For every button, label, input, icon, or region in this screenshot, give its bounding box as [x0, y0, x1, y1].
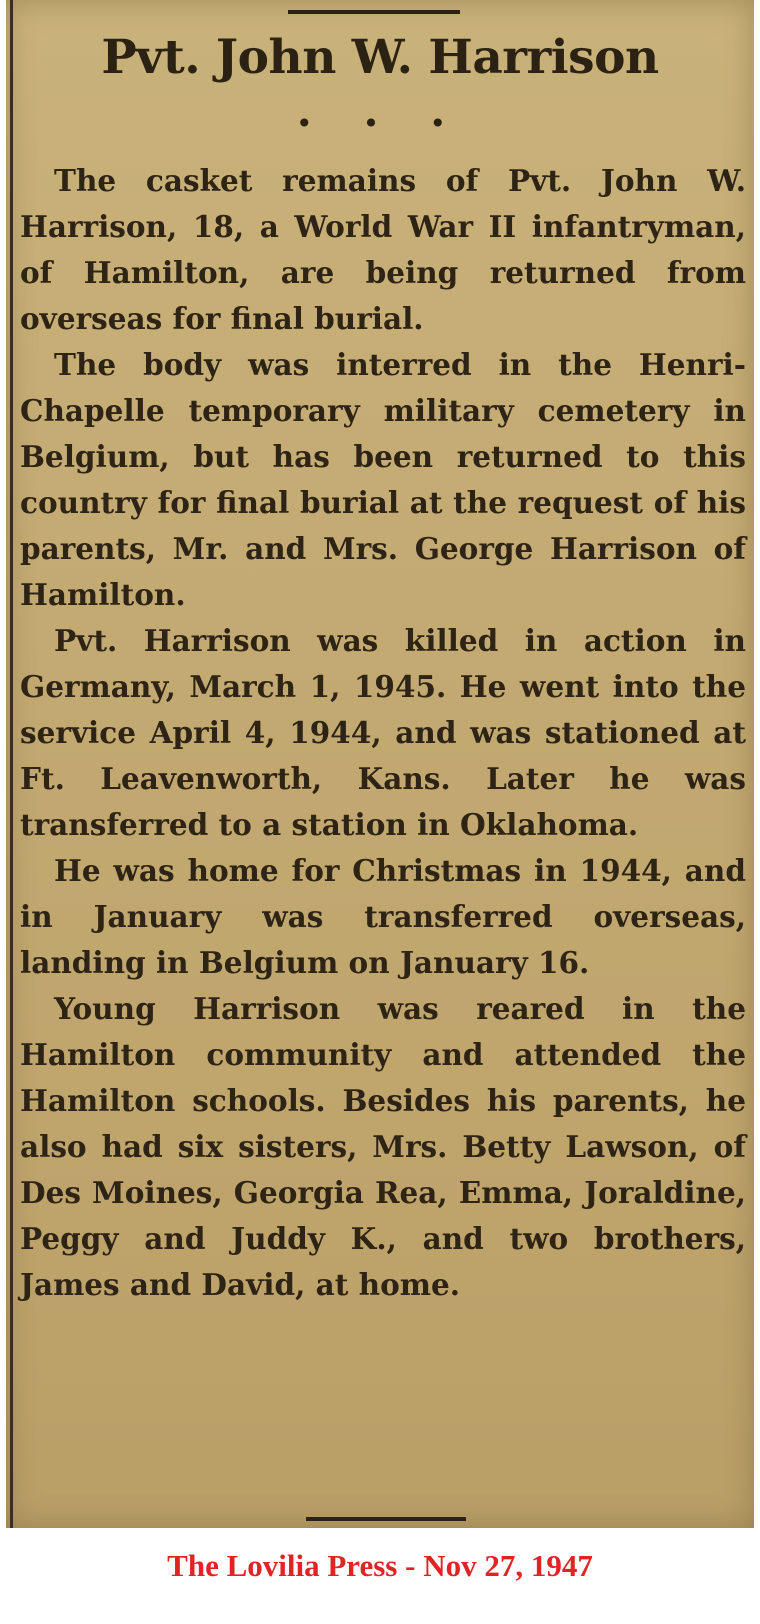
article-paragraph: He was home for Christmas in 1944, and in January was transferred overseas, landing in Belgium on January 16.: [20, 853, 746, 980]
separator-dot: •: [429, 107, 446, 140]
article-body: [20, 158, 746, 1308]
column-rule-bottom: [306, 1517, 466, 1521]
column-rule-top: [288, 10, 460, 14]
source-caption: The Lovilia Press - Nov 27, 1947: [167, 1548, 593, 1583]
separator-dots: [296, 107, 446, 140]
column-rule-left: [10, 0, 13, 1528]
separator-dot: •: [362, 107, 380, 140]
article-paragraph: The casket remains of Pvt. John W. Harrison, 18, a World War II infantryman, of Hamilton, are being returned from overseas for final burial.: [20, 163, 746, 336]
article-paragraph: Young Harrison was reared in the Hamilton community and attended the Hamilton schools. Besides his parents, he also had six sisters, Mrs. Betty Lawson, of Des Moines, Georgia Rea, Emma, Joraldine, Peggy and Juddy K., and two brothers, James and David, at home.: [20, 991, 746, 1302]
headline: Pvt. John W. Harrison: [101, 30, 659, 85]
separator-dot: •: [296, 107, 313, 140]
article-paragraph: Pvt. Harrison was killed in action in Germany, March 1, 1945. He went into the service April 4, 1944, and was stationed at Ft. Leavenworth, Kans. Later he was transferred to a station in Oklahoma.: [20, 623, 746, 842]
newspaper-clipping: [6, 0, 754, 1528]
article-paragraph: The body was interred in the Henri-Chapelle temporary military cemetery in Belgium, but has been returned to this country for final burial at the request of his parents, Mr. and Mrs. George Harrison of Hamilton.: [20, 347, 746, 612]
